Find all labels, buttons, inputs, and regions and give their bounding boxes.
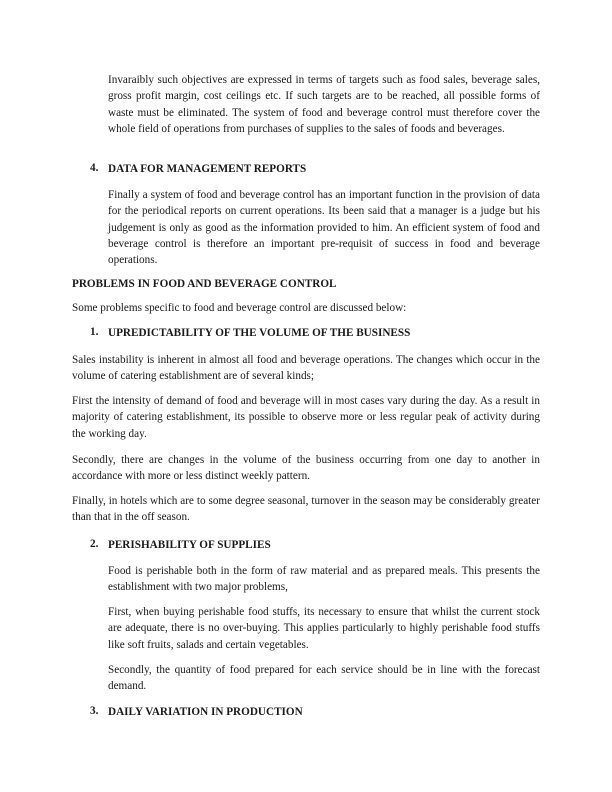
heading-number: 4. [90, 162, 99, 174]
heading-unpredictability: UPREDICTABILITY OF THE VOLUME OF THE BUSINESS [108, 327, 411, 339]
paragraph-data: Finally a system of food and beverage control has an important function in the provision of data for the periodical reports on current operations. Its been said that a manager is a judge but his judgement is only as good as the information provided to him. An efficient system of food and beverage control is therefore an important pre-requisit of success in food and beverage operations. [108, 189, 540, 267]
paragraph-intro: Some problems specific to food and beverage control are discussed below: [72, 302, 407, 314]
paragraph-quantity: Secondly, the quantity of food prepared for each service should be in line with the forecast demand. [108, 664, 540, 693]
section-title-problems: PROBLEMS IN FOOD AND BEVERAGE CONTROL [72, 278, 337, 290]
paragraph-food-perishable: Food is perishable both in the form of raw material and as prepared meals. This presents the establishment with two major problems, [108, 565, 540, 594]
heading-daily-variation: DAILY VARIATION IN PRODUCTION [108, 706, 303, 718]
paragraph-buying: First, when buying perishable food stuffs, its necessary to ensure that whilst the current stock are adequate, there is no over-buying. This applies particularly to highly perishable food stuffs like soft fruits, salads and certain vegetables. [108, 606, 540, 651]
paragraph-sales-instability: Sales instability is inherent in almost all food and beverage operations. The changes which occur in the volume of catering establishment are of several kinds; [72, 354, 540, 383]
heading-number: 2. [90, 538, 99, 550]
heading-management-reports: DATA FOR MANAGEMENT REPORTS [108, 163, 307, 175]
paragraph-objectives: Invaraibly such objectives are expressed in terms of targets such as food sales, beverage sales, gross profit margin, cost ceilings etc. If such targets are to be reached, all possible forms of waste must be eliminated. The system of food and beverage control must therefore cover the whole field of operations from purchases of supplies to the sales of foods and beverages. [108, 74, 540, 135]
paragraph-finally-seasonal: Finally, in hotels which are to some degree seasonal, turnover in the season may be considerably greater than that in the off season. [72, 495, 540, 524]
heading-number: 3. [90, 705, 99, 717]
paragraph-second-weekly: Secondly, there are changes in the volume of the business occurring from one day to another in accordance with more or less distinct weekly pattern. [72, 454, 540, 483]
heading-perishability: PERISHABILITY OF SUPPLIES [108, 539, 271, 551]
heading-number: 1. [90, 326, 99, 338]
paragraph-first-intensity: First the intensity of demand of food and beverage will in most cases vary during the day. As a result in majority of catering establishment, its possible to observe more or less regular peak of activity during the working day. [72, 395, 540, 440]
